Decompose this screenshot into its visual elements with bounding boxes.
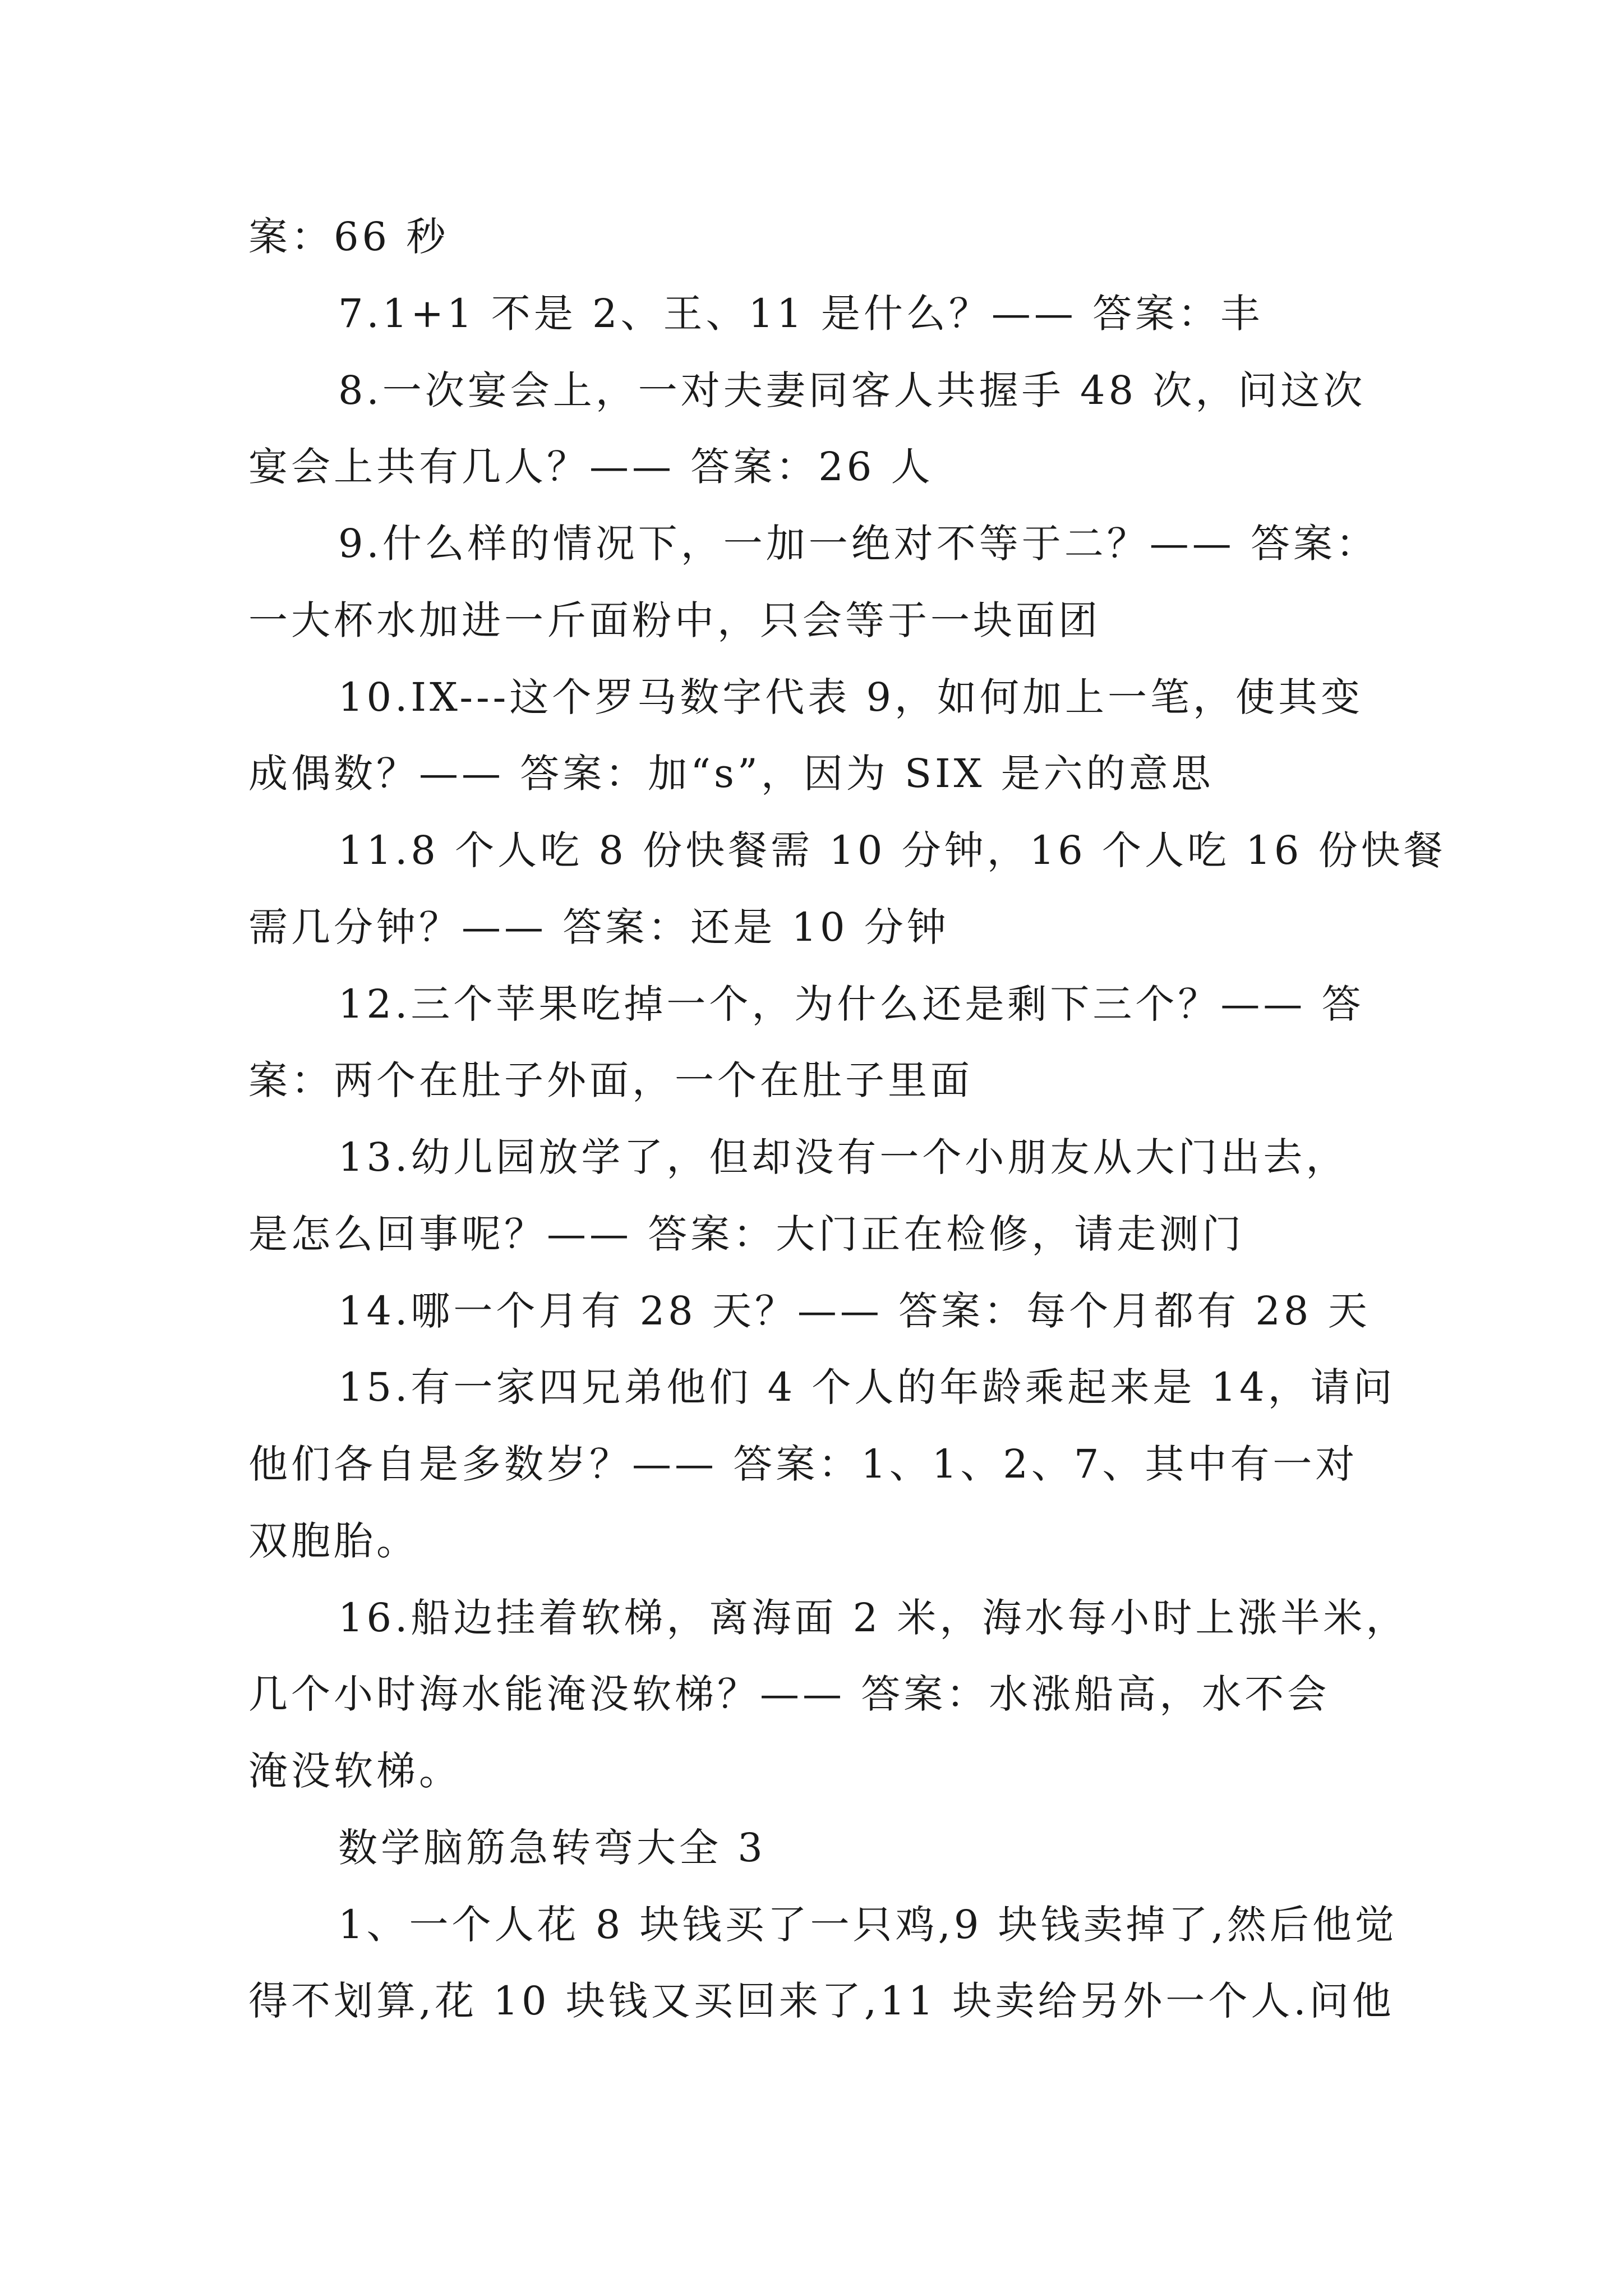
text-line: 12.三个苹果吃掉一个，为什么还是剩下三个？—— 答: [338, 981, 1364, 1027]
text-line: 10.IX---这个罗马数字代表 9，如何加上一笔，使其变: [338, 674, 1364, 720]
text-line: 需几分钟？—— 答案：还是 10 分钟: [248, 904, 949, 950]
text-line: 是怎么回事呢？—— 答案：大门正在检修，请走测门: [248, 1211, 1245, 1257]
text-line: 几个小时海水能淹没软梯？—— 答案：水涨船高，水不会: [248, 1671, 1330, 1717]
text-line: 成偶数？—— 答案：加“s”，因为 SIX 是六的意思: [248, 751, 1214, 797]
text-line: 1、一个人花 8 块钱买了一只鸡,9 块钱卖掉了,然后他觉: [338, 1902, 1398, 1948]
text-line: 双胞胎。: [248, 1518, 419, 1564]
text-line: 8.一次宴会上，一对夫妻同客人共握手 48 次，问这次: [338, 367, 1366, 413]
text-line: 一大杯水加进一斤面粉中，只会等于一块面团: [248, 597, 1101, 643]
text-line: 案：66 秒: [248, 214, 449, 260]
text-line: 14.哪一个月有 28 天？—— 答案：每个月都有 28 天: [338, 1288, 1371, 1334]
text-line: 案：两个在肚子外面，一个在肚子里面: [248, 1057, 973, 1103]
text-line: 宴会上共有几人？—— 答案：26 人: [248, 444, 934, 490]
text-line: 淹没软梯。: [248, 1748, 462, 1794]
text-line: 13.幼儿园放学了，但却没有一个小朋友从大门出去，: [338, 1134, 1349, 1180]
text-line: 11.8 个人吃 8 份快餐需 10 分钟，16 个人吃 16 份快餐: [338, 827, 1446, 873]
section-heading: 数学脑筋急转弯大全 3: [338, 1825, 766, 1871]
text-line: 9.什么样的情况下，一加一绝对不等于二？—— 答案：: [338, 521, 1379, 567]
text-line: 他们各自是多数岁？—— 答案：1、1、2、7、其中有一对: [248, 1441, 1358, 1487]
text-line: 15.有一家四兄弟他们 4 个人的年龄乘起来是 14，请问: [338, 1364, 1396, 1410]
text-line: 16.船边挂着软梯，离海面 2 米，海水每小时上涨半米，: [338, 1595, 1409, 1641]
text-line: 得不划算,花 10 块钱又买回来了,11 块卖给另外一个人.问他: [248, 1978, 1395, 2024]
text-line: 7.1+1 不是 2、王、11 是什么？—— 答案：丰: [338, 291, 1264, 337]
